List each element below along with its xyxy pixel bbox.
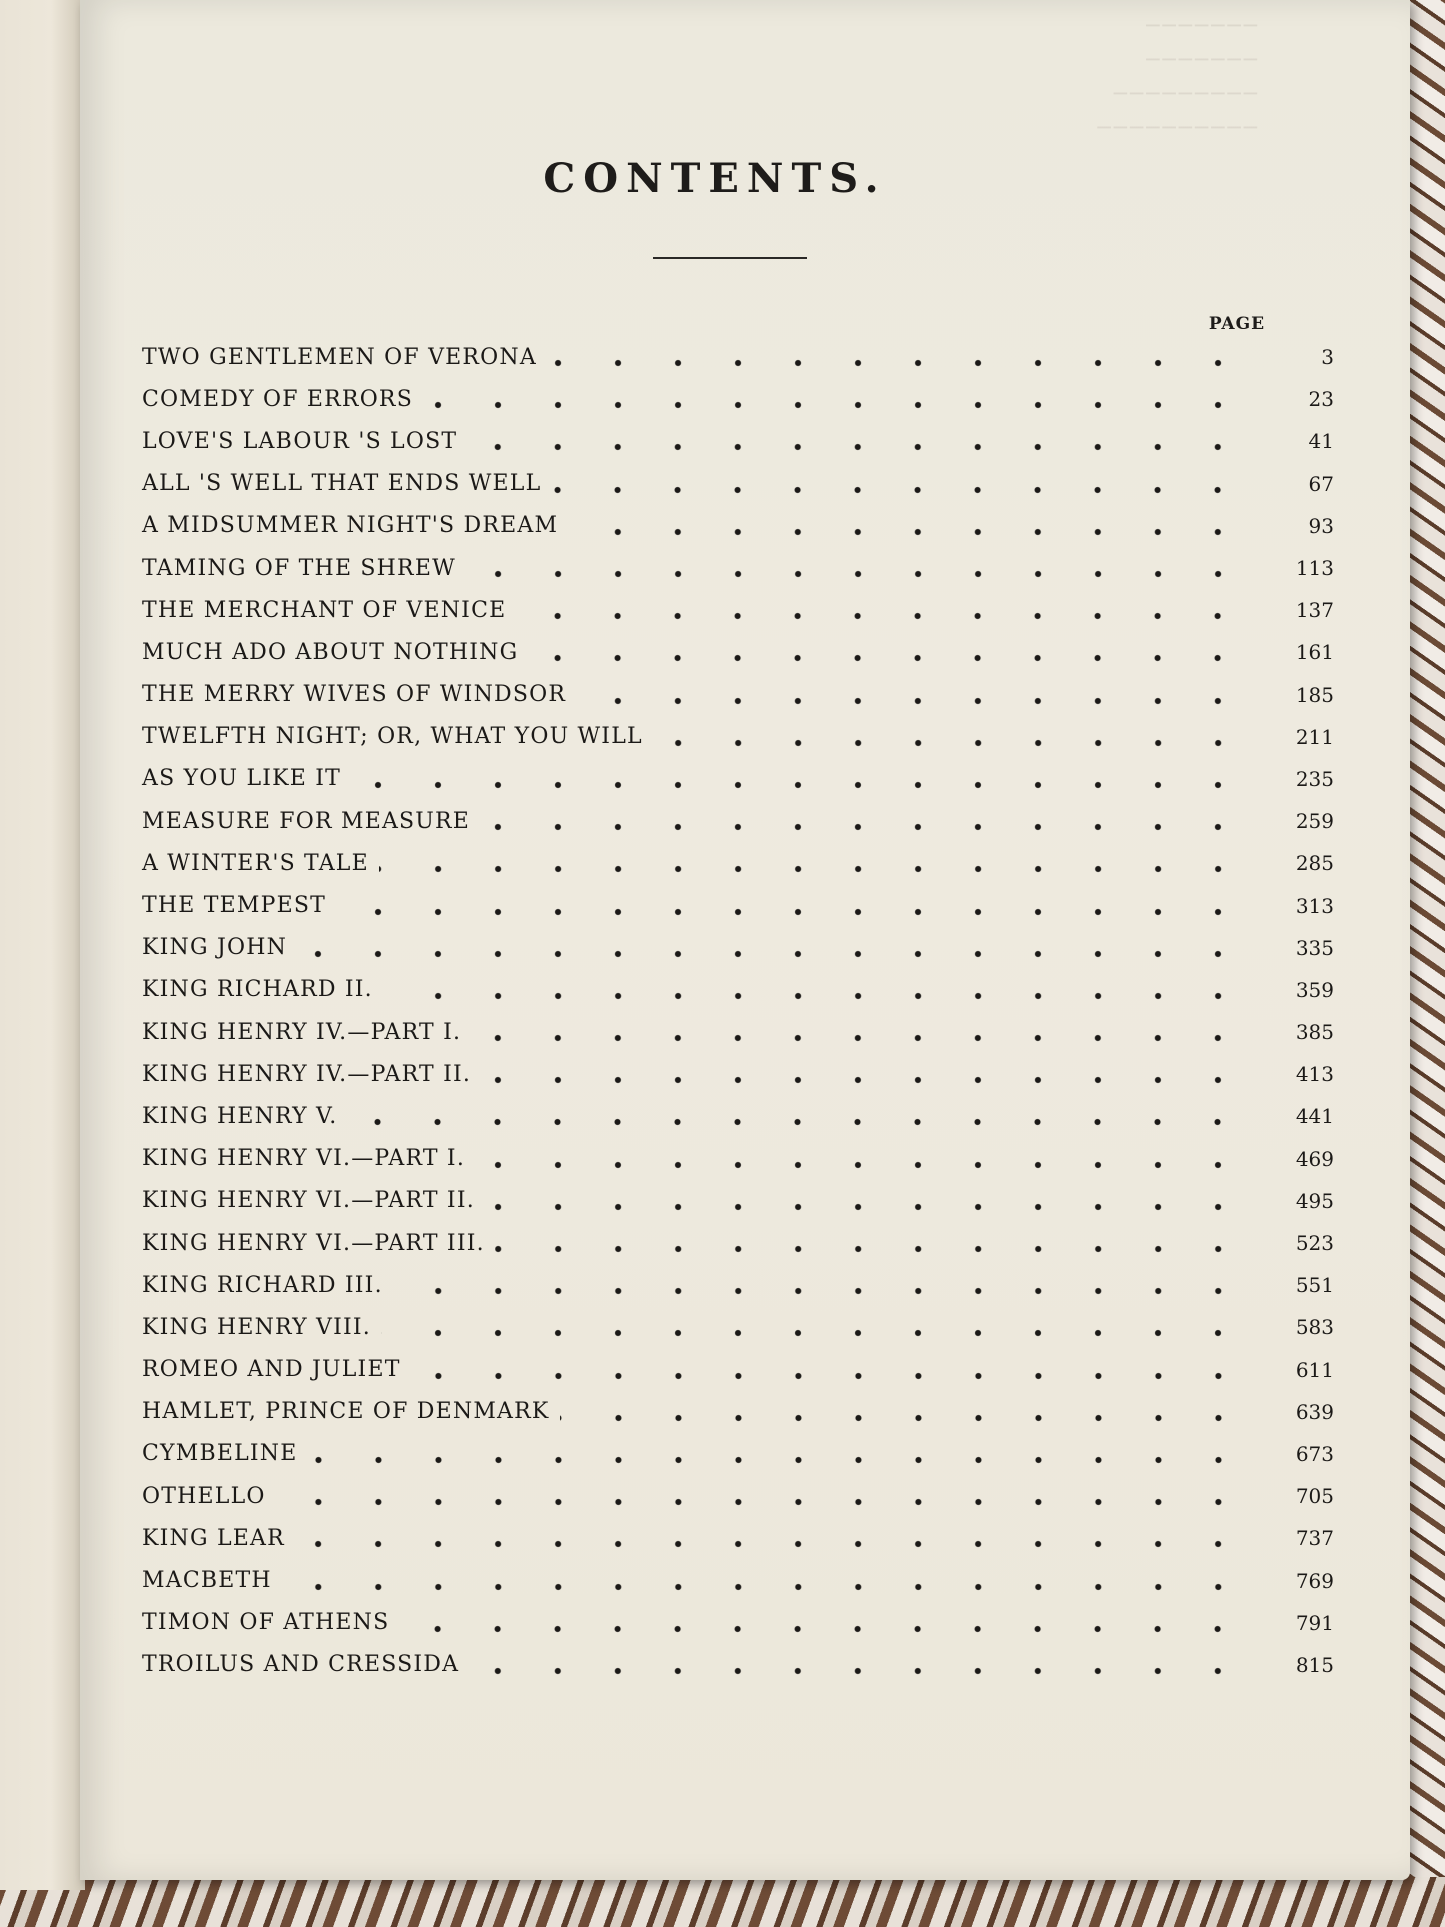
entry-page-number: 495 (1295, 1188, 1334, 1213)
dot-leader (576, 674, 1248, 716)
entry-page-number: 23 (1308, 387, 1334, 412)
entry-page-number: 815 (1295, 1652, 1334, 1677)
dot-leader (481, 1053, 1248, 1095)
entry-page-number: 3 (1321, 345, 1334, 370)
contents-entry (142, 1138, 1342, 1180)
entry-page-number: 93 (1308, 513, 1334, 538)
dot-leader (393, 1264, 1248, 1306)
contents-entry (142, 420, 1342, 462)
contents-entry (142, 1011, 1342, 1053)
entry-page-number: 441 (1295, 1104, 1334, 1129)
entry-title: MACBETH (142, 1568, 272, 1594)
contents-entry (142, 1053, 1342, 1095)
dot-leader (379, 842, 1248, 884)
entry-title: KING HENRY VI.—PART II. (142, 1188, 475, 1214)
contents-entry (142, 969, 1342, 1011)
contents-entry (142, 1095, 1342, 1137)
contents-entry (142, 631, 1342, 673)
entry-page-number: 737 (1295, 1526, 1334, 1551)
dot-leader (471, 1011, 1248, 1053)
entry-title: KING HENRY VIII. (142, 1314, 371, 1340)
entry-title: THE MERRY WIVES OF WINDSOR (142, 682, 567, 708)
contents-entry (142, 1264, 1342, 1306)
entry-title: KING HENRY IV.—PART I. (142, 1019, 462, 1045)
entry-page-number: 113 (1295, 556, 1334, 581)
dot-leader (381, 1306, 1248, 1348)
entry-title: AS YOU LIKE IT (142, 766, 341, 792)
entry-page-number: 639 (1295, 1399, 1334, 1424)
entry-title: MEASURE FOR MEASURE (142, 808, 471, 834)
entry-page-number: 413 (1295, 1062, 1334, 1087)
entry-page-number: 285 (1295, 851, 1334, 876)
dot-leader (469, 1644, 1248, 1686)
entry-title: A WINTER'S TALE (142, 850, 369, 876)
entry-title: ROMEO AND JULIET (142, 1357, 401, 1383)
contents-page (80, 0, 1410, 1880)
entry-page-number: 791 (1295, 1610, 1334, 1635)
contents-entry (142, 1306, 1342, 1348)
entry-title: KING HENRY VI.—PART III. (142, 1230, 485, 1256)
entry-page-number: 313 (1295, 893, 1334, 918)
entry-page-number: 335 (1295, 935, 1334, 960)
contents-entry (142, 1517, 1342, 1559)
entry-title: OTHELLO (142, 1483, 266, 1509)
dot-leader (466, 547, 1248, 589)
entry-page-number: 523 (1295, 1231, 1334, 1256)
entry-page-number: 469 (1295, 1146, 1334, 1171)
dot-leader (480, 800, 1248, 842)
entry-page-number: 705 (1295, 1484, 1334, 1509)
contents-entry (142, 1391, 1342, 1433)
dot-leader (399, 1602, 1248, 1644)
page-column-label: PAGE (1208, 314, 1266, 334)
contents-entry (142, 1559, 1342, 1601)
entry-page-number: 673 (1295, 1441, 1334, 1466)
contents-entry (142, 1349, 1342, 1391)
entry-title: KING JOHN (142, 935, 288, 961)
contents-entry (142, 589, 1342, 631)
entry-title: TAMING OF THE SHREW (142, 555, 456, 581)
entry-page-number: 137 (1295, 598, 1334, 623)
entry-title: THE TEMPEST (142, 893, 326, 919)
entry-page-number: 67 (1308, 471, 1334, 496)
entry-page-number: 235 (1295, 766, 1334, 791)
entry-title: KING RICHARD III. (142, 1272, 383, 1298)
dot-leader (551, 463, 1248, 505)
contents-entry (142, 1602, 1342, 1644)
dot-leader (547, 336, 1248, 378)
entry-title: ALL 'S WELL THAT ENDS WELL (142, 471, 542, 497)
contents-entry (142, 505, 1342, 547)
dot-leader (347, 1095, 1248, 1137)
contents-entry (142, 463, 1342, 505)
entry-page-number: 211 (1295, 724, 1334, 749)
contents-entry (142, 716, 1342, 758)
dot-leader (276, 1475, 1248, 1517)
dot-leader (308, 1433, 1248, 1475)
entry-page-number: 41 (1308, 429, 1334, 454)
contents-entry (142, 1222, 1342, 1264)
entry-title: KING LEAR (142, 1525, 285, 1551)
entry-page-number: 769 (1295, 1568, 1334, 1593)
dot-leader (351, 758, 1248, 800)
entry-title: KING HENRY VI.—PART I. (142, 1146, 466, 1172)
contents-entry (142, 1433, 1342, 1475)
entry-page-number: 185 (1295, 682, 1334, 707)
entry-page-number: 611 (1295, 1357, 1334, 1382)
dot-leader (411, 1349, 1248, 1391)
contents-entry (142, 800, 1342, 842)
entry-page-number: 551 (1295, 1273, 1334, 1298)
entry-title: A MIDSUMMER NIGHT'S DREAM (142, 513, 559, 539)
dot-leader (423, 378, 1248, 420)
entry-page-number: 259 (1295, 809, 1334, 834)
contents-entry (142, 927, 1342, 969)
dot-leader (467, 420, 1248, 462)
entry-page-number: 359 (1295, 977, 1334, 1002)
entry-title: KING HENRY V. (142, 1103, 338, 1129)
entry-title: MUCH ADO ABOUT NOTHING (142, 639, 519, 665)
contents-entry (142, 674, 1342, 716)
dot-leader (516, 589, 1248, 631)
dot-leader (560, 1391, 1248, 1433)
show-through-text: ─────── ─────── ───────── ────────── (1097, 14, 1260, 141)
dot-leader (528, 631, 1248, 673)
entry-page-number: 161 (1295, 640, 1334, 665)
dot-leader (297, 927, 1248, 969)
contents-entry (142, 336, 1342, 378)
entry-title: TWELFTH NIGHT; OR, WHAT YOU WILL (142, 724, 643, 750)
contents-entry (142, 884, 1342, 926)
entry-page-number: 583 (1295, 1315, 1334, 1340)
dot-leader (383, 969, 1248, 1011)
dot-leader (475, 1138, 1248, 1180)
contents-entry (142, 547, 1342, 589)
entry-title: KING RICHARD II. (142, 977, 373, 1003)
facing-page (0, 0, 85, 1890)
entry-title: TROILUS AND CRESSIDA (142, 1652, 460, 1678)
contents-entry (142, 1180, 1342, 1222)
dot-leader (336, 885, 1248, 927)
dot-leader (295, 1517, 1248, 1559)
title-rule (653, 257, 807, 259)
entry-title: KING HENRY IV.—PART II. (142, 1061, 472, 1087)
dot-leader (568, 505, 1248, 547)
dot-leader (495, 1222, 1248, 1264)
background-tablecloth (0, 1877, 1445, 1927)
contents-entry (142, 1644, 1342, 1686)
entry-page-number: 385 (1295, 1020, 1334, 1045)
entry-title: TIMON OF ATHENS (142, 1610, 390, 1636)
entry-title: LOVE'S LABOUR 'S LOST (142, 428, 458, 454)
page-title: CONTENTS. (543, 155, 887, 202)
dot-leader (485, 1180, 1248, 1222)
entry-title: TWO GENTLEMEN OF VERONA (142, 344, 537, 370)
contents-entry (142, 1475, 1342, 1517)
entry-title: CYMBELINE (142, 1441, 298, 1467)
contents-entry (142, 842, 1342, 884)
dot-leader (282, 1560, 1248, 1602)
dot-leader (653, 716, 1248, 758)
contents-entry (142, 758, 1342, 800)
entry-title: COMEDY OF ERRORS (142, 386, 413, 412)
contents-entry (142, 378, 1342, 420)
entry-title: THE MERCHANT OF VENICE (142, 597, 507, 623)
contents-list (142, 336, 1342, 1686)
entry-title: HAMLET, PRINCE OF DENMARK (142, 1399, 550, 1425)
